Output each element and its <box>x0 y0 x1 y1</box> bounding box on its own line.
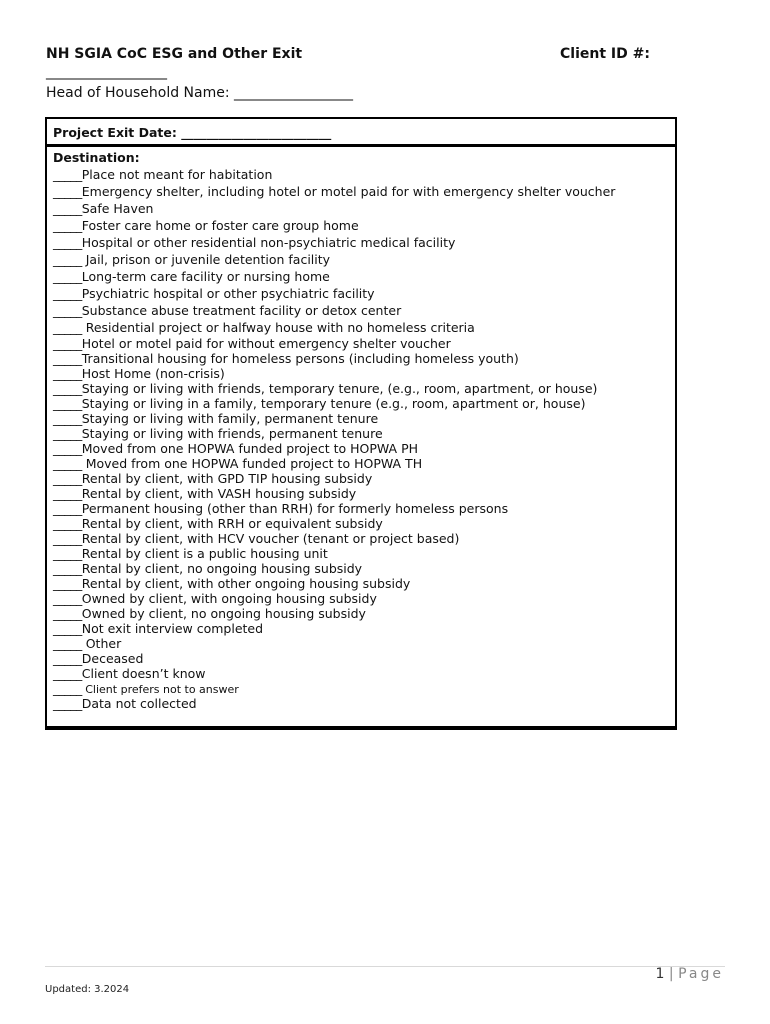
option-blank[interactable]: _____ <box>53 269 82 284</box>
destination-option[interactable] <box>53 501 615 516</box>
destination-option[interactable] <box>53 411 615 426</box>
option-blank[interactable]: _____ <box>53 235 82 250</box>
option-label: Rental by client, with other ongoing housing subsidy <box>81 576 411 591</box>
option-blank[interactable]: _____ <box>53 441 82 456</box>
option-label: Psychiatric hospital or other psychiatric facility <box>81 286 375 301</box>
destination-option[interactable] <box>53 666 615 681</box>
form-title: NH SGIA CoC ESG and Other Exit <box>46 46 303 62</box>
destination-option[interactable] <box>53 166 615 183</box>
option-label: Staying or living with friends, permanent tenure <box>81 426 383 441</box>
option-label: Rental by client is a public housing unit <box>81 546 328 561</box>
option-label: Rental by client, with VASH housing subsidy <box>81 486 357 501</box>
destination-option[interactable] <box>53 217 615 234</box>
option-blank[interactable]: _____ <box>53 531 82 546</box>
destination-label: Destination: <box>53 150 140 165</box>
option-label: Safe Haven <box>81 201 154 216</box>
option-label: Long-term care facility or nursing home <box>81 269 330 284</box>
option-blank[interactable]: _____ <box>53 516 82 531</box>
option-label: Owned by client, no ongoing housing subsidy <box>81 606 366 621</box>
option-blank[interactable]: _____ <box>53 320 82 335</box>
destination-option[interactable] <box>53 576 615 591</box>
option-blank[interactable]: _____ <box>53 381 82 396</box>
head-of-household-field[interactable]: Head of Household Name: _________________ <box>46 85 354 101</box>
option-label: Other <box>81 636 122 651</box>
option-blank[interactable]: _____ <box>53 456 82 471</box>
option-label: Rental by client, no ongoing housing subsidy <box>81 561 363 576</box>
project-exit-date-field[interactable]: Project Exit Date: ________________________ <box>47 119 675 147</box>
option-label: Host Home (non-crisis) <box>81 366 225 381</box>
destination-option[interactable] <box>53 183 615 200</box>
option-label: Deceased <box>81 651 144 666</box>
option-blank[interactable]: _____ <box>53 651 82 666</box>
page-separator: | <box>668 966 674 982</box>
destination-option[interactable] <box>53 351 615 366</box>
destination-option[interactable] <box>53 546 615 561</box>
option-blank[interactable]: _____ <box>53 336 82 351</box>
option-label: Rental by client, with HCV voucher (tenant or project based) <box>81 531 460 546</box>
destination-option[interactable] <box>53 441 615 456</box>
destination-option[interactable] <box>53 621 615 636</box>
destination-option[interactable] <box>53 696 615 711</box>
option-blank[interactable]: _____ <box>53 303 82 318</box>
destination-option[interactable] <box>53 516 615 531</box>
destination-option[interactable] <box>53 268 615 285</box>
destination-option[interactable] <box>53 200 615 217</box>
option-label: Client prefers not to answer <box>81 683 239 696</box>
option-blank[interactable]: _____ <box>53 201 82 216</box>
destination-option[interactable] <box>53 381 615 396</box>
option-label: Data not collected <box>81 696 197 711</box>
option-label: Owned by client, with ongoing housing subsidy <box>81 591 377 606</box>
destination-option[interactable] <box>53 251 615 268</box>
option-blank[interactable]: _____ <box>53 366 82 381</box>
option-blank[interactable]: _____ <box>53 471 82 486</box>
option-label: Jail, prison or juvenile detention facility <box>81 252 331 267</box>
destination-option[interactable] <box>53 651 615 666</box>
destination-option[interactable] <box>53 302 615 319</box>
option-blank[interactable]: _____ <box>53 252 82 267</box>
option-blank[interactable]: _____ <box>53 696 82 711</box>
destination-option[interactable] <box>53 285 615 302</box>
option-label: Hospital or other residential non-psychiatric medical facility <box>81 235 456 250</box>
destination-option[interactable] <box>53 486 615 501</box>
destination-option[interactable] <box>53 366 615 381</box>
option-label: Substance abuse treatment facility or detox center <box>81 303 402 318</box>
option-blank[interactable]: _____ <box>53 501 82 516</box>
option-blank[interactable]: _____ <box>53 286 82 301</box>
option-label: Foster care home or foster care group home <box>81 218 359 233</box>
option-blank[interactable]: _____ <box>53 396 82 411</box>
option-blank[interactable]: _____ <box>53 636 82 651</box>
page-number <box>656 966 724 982</box>
option-label: Emergency shelter, including hotel or motel paid for with emergency shelter voucher <box>81 184 616 199</box>
option-label: Not exit interview completed <box>81 621 264 636</box>
destination-option[interactable] <box>53 319 615 336</box>
client-id-label: Client ID #: <box>560 46 650 62</box>
page-word: Page <box>678 966 724 982</box>
option-blank[interactable]: _____ <box>53 666 82 681</box>
option-label: Moved from one HOPWA funded project to HOPWA TH <box>81 456 423 471</box>
exit-form-box <box>45 117 677 730</box>
option-blank[interactable]: _____ <box>53 167 82 182</box>
option-label: Staying or living with friends, temporary tenure, (e.g., room, apartment, or house) <box>81 381 598 396</box>
option-blank[interactable]: _____ <box>53 561 82 576</box>
footer-divider <box>45 966 725 967</box>
option-blank[interactable]: _____ <box>53 184 82 199</box>
updated-date: Updated: 3.2024 <box>45 984 130 995</box>
destination-option[interactable] <box>53 606 615 621</box>
option-label: Rental by client, with RRH or equivalent subsidy <box>81 516 383 531</box>
destination-option[interactable] <box>53 561 615 576</box>
option-blank[interactable]: _____ <box>53 411 82 426</box>
destination-option[interactable] <box>53 591 615 606</box>
option-label: Transitional housing for homeless persons (including homeless youth) <box>81 351 519 366</box>
option-blank[interactable]: _____ <box>53 576 82 591</box>
option-blank[interactable]: _____ <box>53 606 82 621</box>
destination-option[interactable] <box>53 471 615 486</box>
destination-option[interactable] <box>53 336 615 351</box>
option-label: Rental by client, with GPD TIP housing subsidy <box>81 471 373 486</box>
option-blank[interactable]: _____ <box>53 426 82 441</box>
option-label: Moved from one HOPWA funded project to HOPWA PH <box>81 441 419 456</box>
destination-option[interactable] <box>53 531 615 546</box>
option-label: Staying or living with family, permanent tenure <box>81 411 379 426</box>
destination-option[interactable] <box>53 681 615 696</box>
option-label: Client doesn’t know <box>81 666 206 681</box>
option-label: Place not meant for habitation <box>81 167 273 182</box>
destination-options-list <box>53 166 615 711</box>
option-label: Permanent housing (other than RRH) for formerly homeless persons <box>81 501 509 516</box>
option-label: Hotel or motel paid for without emergency shelter voucher <box>81 336 451 351</box>
option-blank[interactable]: _____ <box>53 621 82 636</box>
destination-option[interactable] <box>53 234 615 251</box>
option-blank[interactable]: _____ <box>53 486 82 501</box>
option-label: Residential project or halfway house with no homeless criteria <box>81 320 475 335</box>
destination-option[interactable] <box>53 456 615 471</box>
destination-option[interactable] <box>53 426 615 441</box>
option-blank[interactable]: _____ <box>53 591 82 606</box>
option-blank[interactable]: _____ <box>53 681 82 696</box>
option-blank[interactable]: _____ <box>53 351 82 366</box>
page-number-value: 1 <box>655 966 665 982</box>
option-label: Staying or living in a family, temporary tenure (e.g., room, apartment or, house) <box>81 396 586 411</box>
option-blank[interactable]: _____ <box>53 218 82 233</box>
client-id-blank[interactable]: ____________________ <box>46 64 166 80</box>
destination-option[interactable] <box>53 396 615 411</box>
option-blank[interactable]: _____ <box>53 546 82 561</box>
destination-option[interactable] <box>53 636 615 651</box>
